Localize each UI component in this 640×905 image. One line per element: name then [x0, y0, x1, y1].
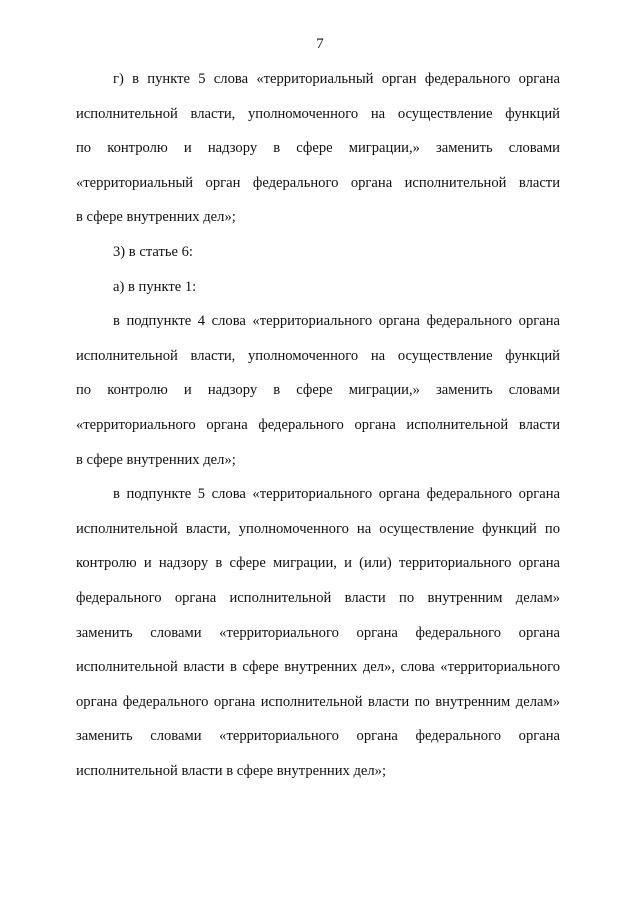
text-line: контролю и надзору в сфере миграции, и (или) территориального органа: [76, 555, 560, 572]
text-line: исполнительной власти в сфере внутренних дел»;: [76, 762, 387, 779]
text-line: в подпункте 4 слова «территориального органа федерального органа: [113, 313, 560, 330]
text-line: по контролю и надзору в сфере миграции,» заменить словами: [76, 382, 560, 399]
text-line: в сфере внутренних дел»;: [76, 209, 236, 226]
text-line: исполнительной власти, уполномоченного на осуществление функций: [76, 105, 560, 122]
text-line: исполнительной власти в сфере внутренних дел», слова «территориального: [76, 659, 560, 676]
text-line: 3) в статье 6:: [113, 243, 193, 260]
text-line: а) в пункте 1:: [113, 278, 197, 295]
text-line: исполнительной власти, уполномоченного на осуществление функций: [76, 347, 560, 364]
text-line: федерального органа исполнительной власти по внутренним делам»: [76, 589, 560, 606]
text-line: г) в пункте 5 слова «территориальный орган федерального органа: [113, 71, 560, 87]
text-line: «территориального органа федерального органа исполнительной власти: [76, 416, 560, 433]
text-line: заменить словами «территориального органа федерального органа: [76, 624, 560, 641]
text-line: по контролю и надзору в сфере миграции,» заменить словами: [76, 140, 560, 157]
text-line: заменить словами «территориального органа федерального органа: [76, 728, 560, 745]
text-line: в сфере внутренних дел»;: [76, 451, 236, 468]
text-line: исполнительной власти, уполномоченного на осуществление функций по: [76, 520, 560, 537]
text-line: «территориальный орган федерального органа исполнительной власти: [76, 174, 560, 191]
page-number: 7: [316, 36, 324, 52]
document-body: [76, 62, 560, 788]
text-line: органа федерального органа исполнительной власти по внутренним делам»: [76, 693, 560, 710]
text-line: в подпункте 5 слова «территориального органа федерального органа: [113, 486, 560, 503]
